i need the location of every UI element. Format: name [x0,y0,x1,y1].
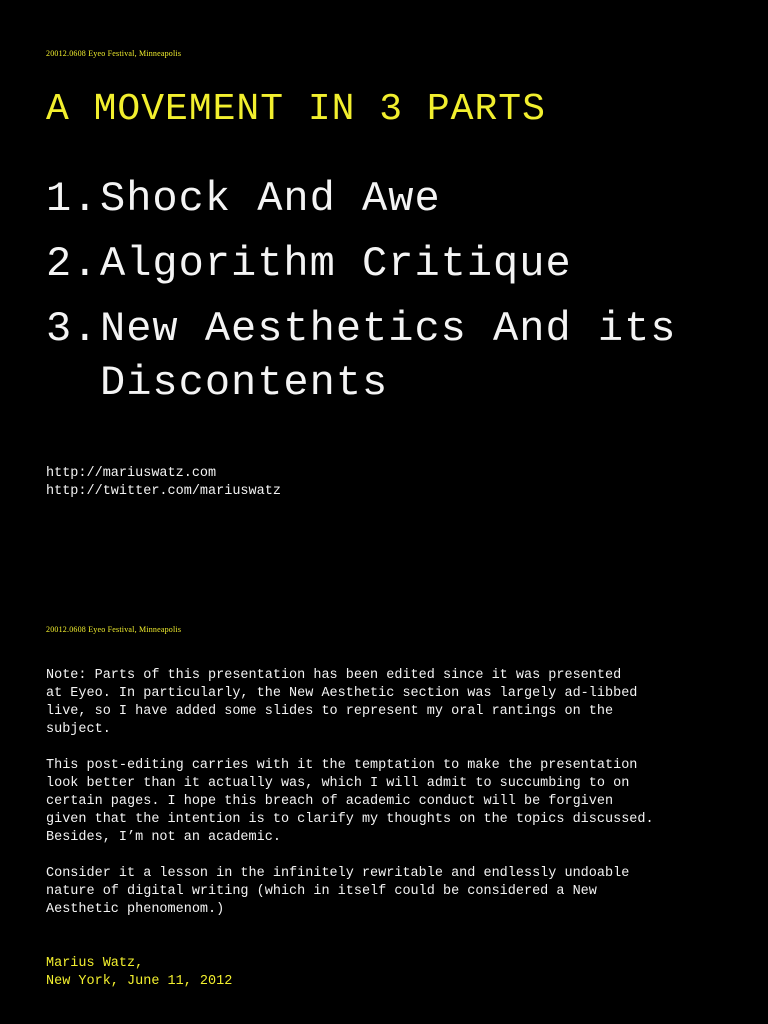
signoff [46,955,232,991]
event-kicker: 20012.0608 Eyeo Festival, Minneapolis [46,625,182,634]
part-number: 1. [46,175,99,223]
part-item [46,302,736,410]
note-paragraph: This post-editing carries with it the temptation to make the presentation look better than it actually was, which I will admit to succumbing to on certain pages. I hope this breach of academic conduct will be forgiven given that the intention is to clarify my thoughts on the topics discussed. Besides, I’m not an academic. [46,758,654,845]
slide-title: A MOVEMENT IN 3 PARTS [46,88,546,131]
note-paragraph: Consider it a lesson in the infinitely rewritable and endlessly undoable nature of digital writing (which in itself could be considered a New Aesthetic phenomenom.) [46,866,630,917]
note-paragraph: Note: Parts of this presentation has been edited since it was presented at Eyeo. In particularly, the New Aesthetic section was largely ad-libbed live, so I have added some slides to represent my oral rantings on the subject. [46,668,638,737]
part-number: 2. [46,240,99,288]
place-date: New York, June 11, 2012 [46,974,233,989]
part-item [46,237,736,291]
website-link[interactable]: http://mariuswatz.com [46,466,217,481]
links-block [46,465,281,501]
author-name: Marius Watz, [46,956,144,971]
part-item [46,172,736,226]
parts-list [46,172,736,421]
part-number: 3. [46,305,99,353]
twitter-link[interactable]: http://twitter.com/mariuswatz [46,484,281,499]
editor-note [46,667,736,937]
part-title: Algorithm Critique [100,240,572,288]
part-title: Shock And Awe [100,175,441,223]
part-title: New Aesthetics And its Discontents [100,305,677,407]
event-kicker: 20012.0608 Eyeo Festival, Minneapolis [46,49,182,58]
